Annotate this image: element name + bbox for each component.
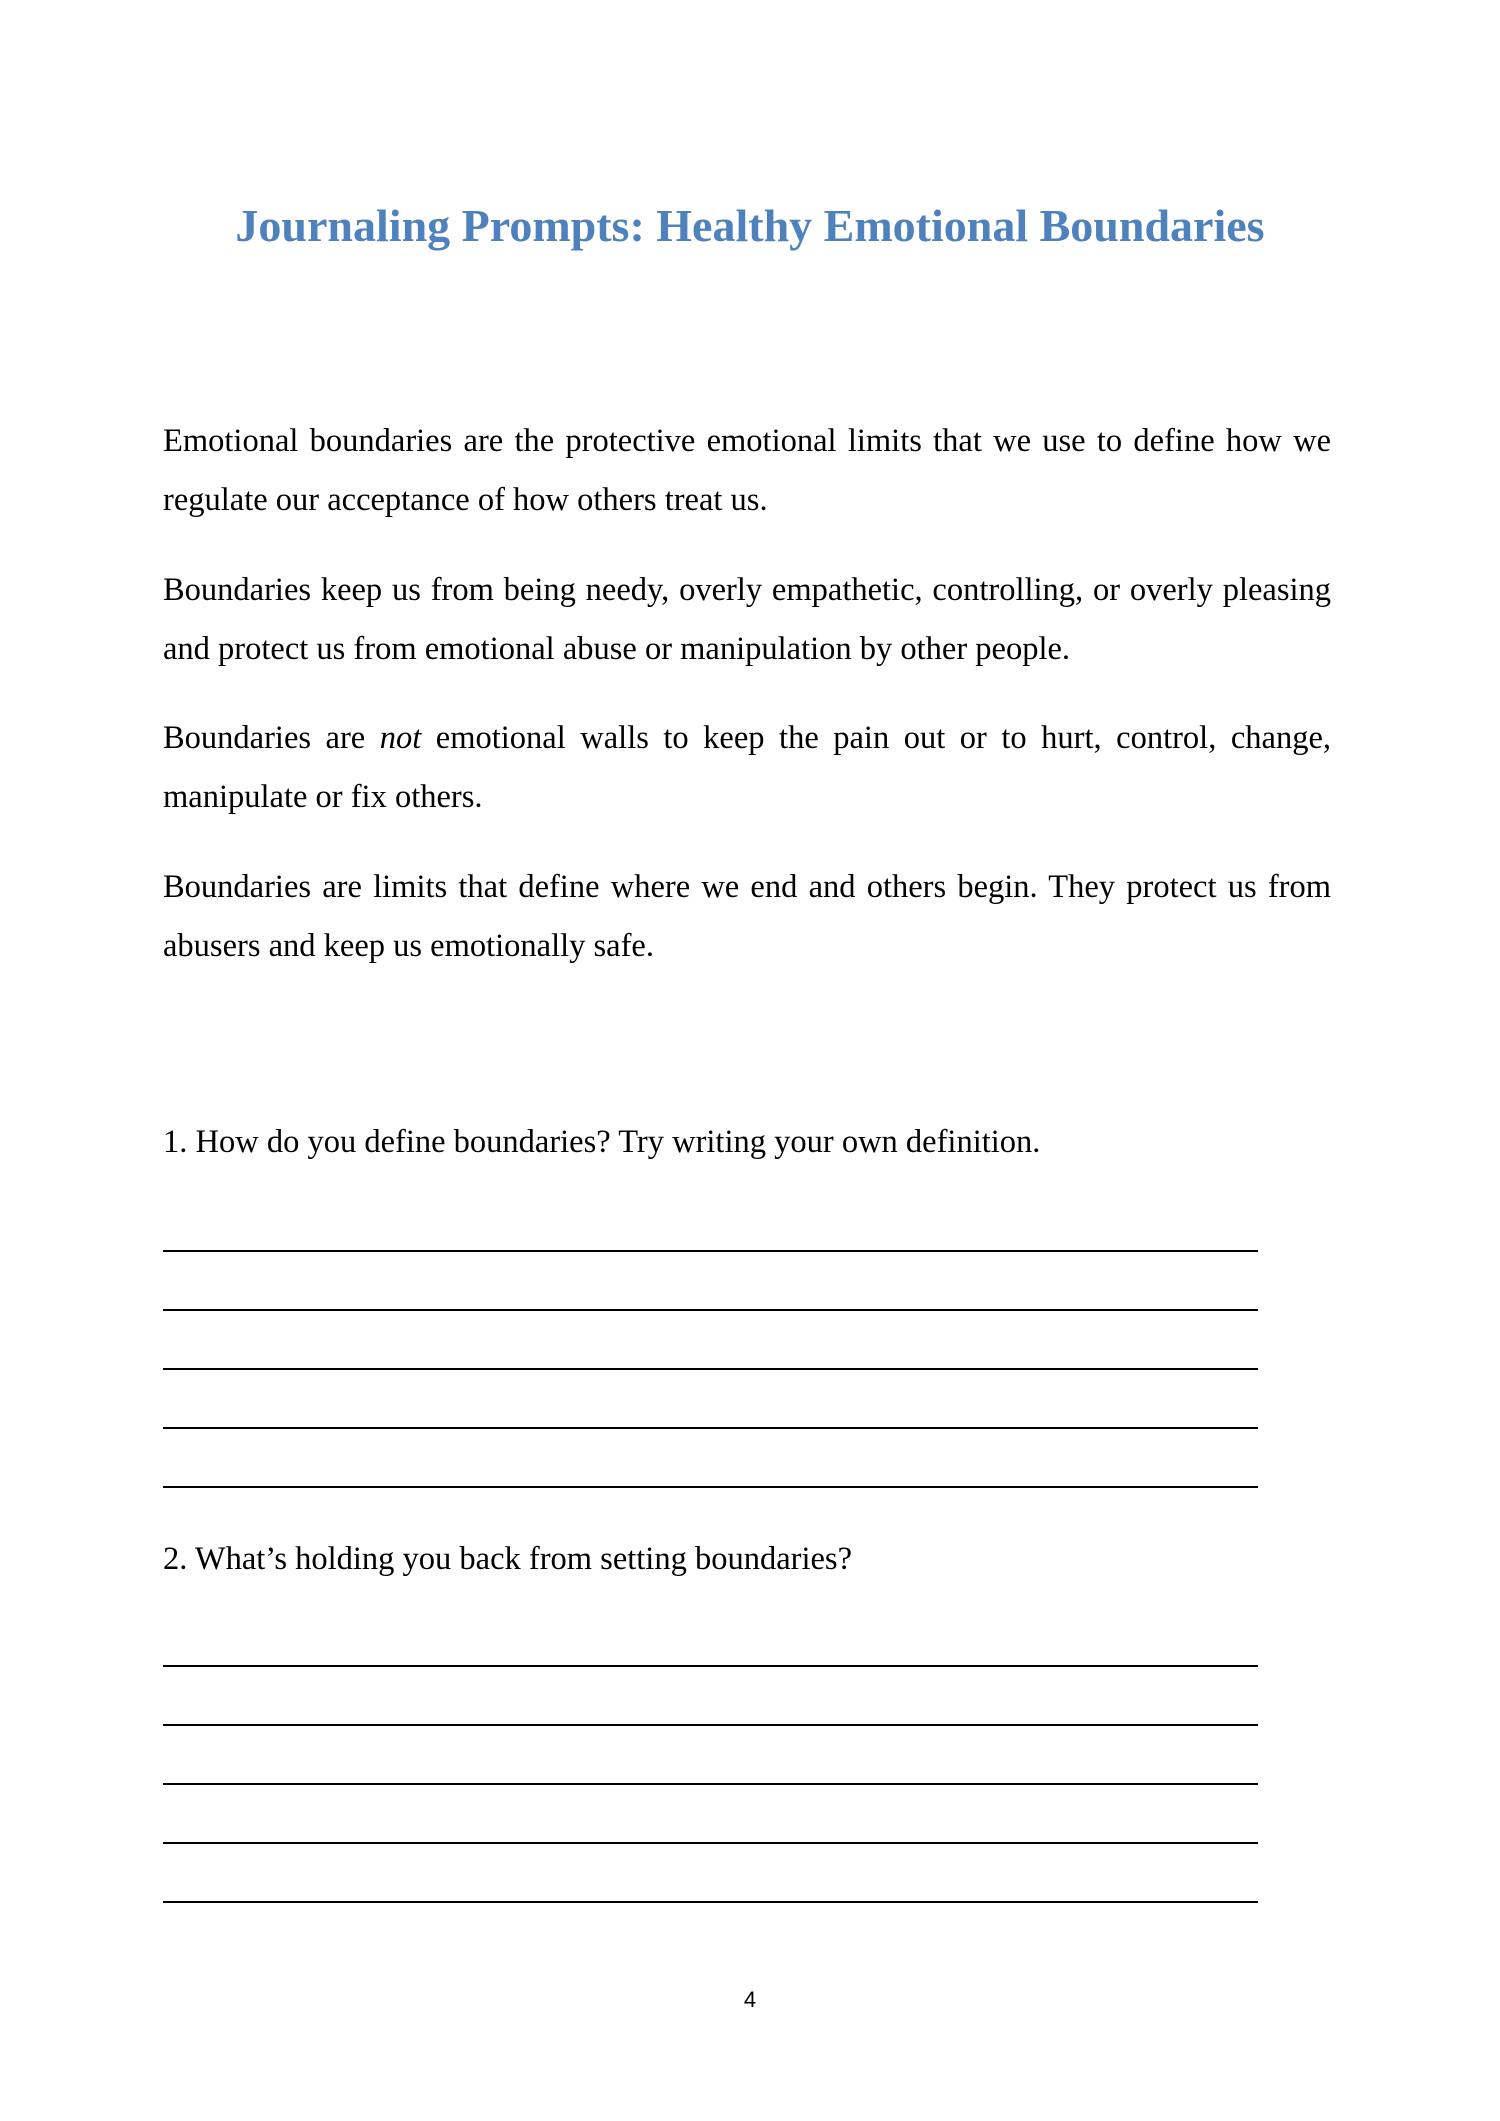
answer-line-2[interactable]: [163, 1309, 1258, 1311]
paragraph-not-walls-before: Boundaries are: [163, 720, 380, 756]
answer-line-3[interactable]: [163, 1368, 1258, 1370]
paragraph-limits: Boundaries are limits that define where we end and others begin. They protect us from abusers and keep us emotionally safe.: [163, 869, 1331, 964]
page-title: Journaling Prompts: Healthy Emotional Boundaries: [235, 200, 1265, 251]
paragraph-purpose: Boundaries keep us from being needy, overly empathetic, controlling, or overly pleasing and protect us from emotional abuse or manipulation by other people.: [163, 572, 1331, 667]
question-2: 2. What’s holding you back from setting boundaries?: [163, 1541, 852, 1577]
answer-line-5[interactable]: [163, 1486, 1258, 1488]
answer-line-10[interactable]: [163, 1901, 1258, 1903]
question-1: 1. How do you define boundaries? Try writing your own definition.: [163, 1124, 1041, 1160]
answer-line-7[interactable]: [163, 1724, 1258, 1726]
answer-line-6[interactable]: [163, 1665, 1258, 1667]
answer-line-9[interactable]: [163, 1842, 1258, 1844]
answer-line-8[interactable]: [163, 1783, 1258, 1785]
emphasis-not: not: [379, 720, 422, 756]
answer-line-1[interactable]: [163, 1250, 1258, 1252]
paragraph-definition: Emotional boundaries are the protective emotional limits that we use to define how we regulate our acceptance of how others treat us.: [163, 423, 1331, 518]
paragraph-not-walls: [163, 709, 1331, 827]
paragraph-not-walls-after: emotional walls to keep the pain out or to hurt, control, change, manipulate or fix others.: [163, 720, 1331, 815]
answer-line-4[interactable]: [163, 1427, 1258, 1429]
page-number: 4: [743, 1987, 757, 2012]
